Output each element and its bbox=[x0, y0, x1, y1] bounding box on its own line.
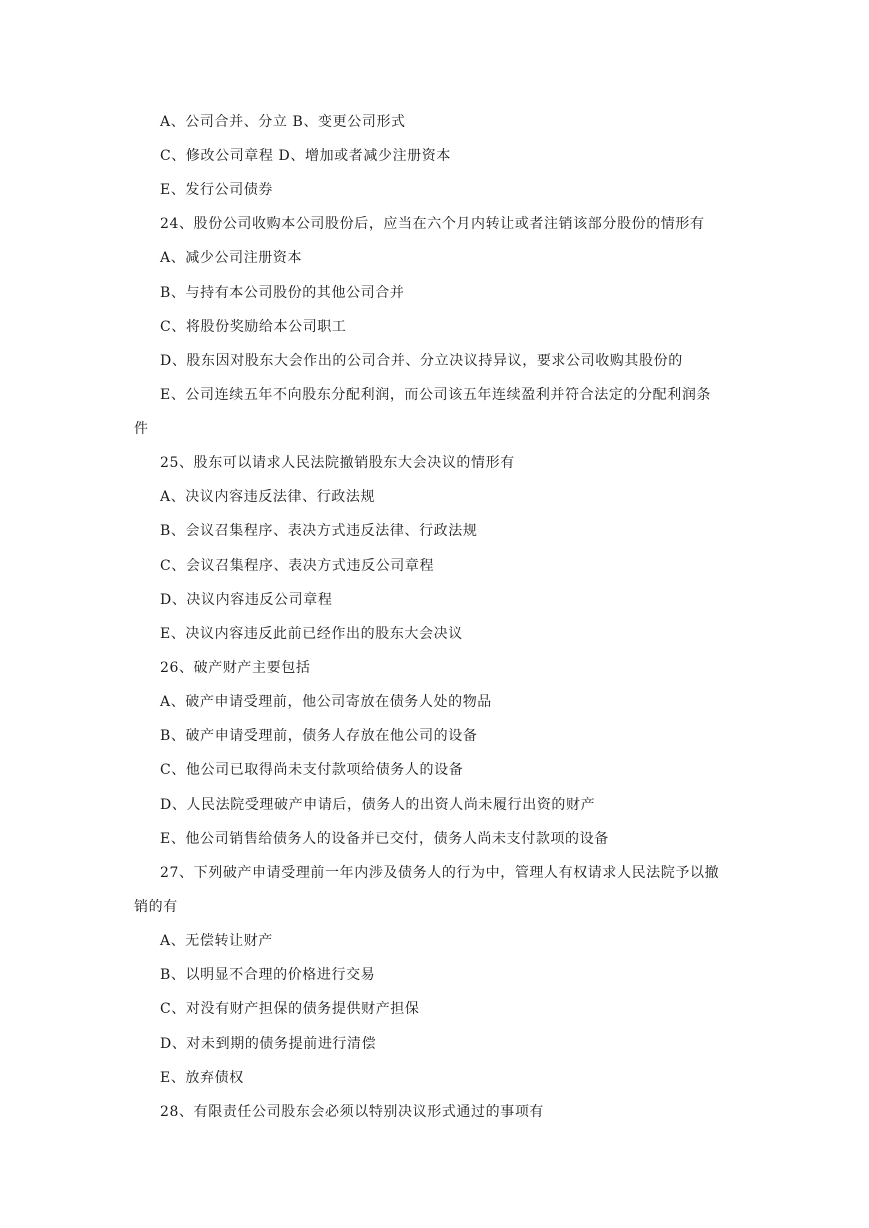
question-24: 24、股份公司收购本公司股份后，应当在六个月内转让或者注销该部分股份的情形有 bbox=[160, 216, 705, 232]
option-e-24: E、公司连续五年不向股东分配利润，而公司该五年连续盈利并符合法定的分配利润条 bbox=[160, 387, 712, 403]
option-b-25: B、会议召集程序、表决方式违反法律、行政法规 bbox=[160, 523, 478, 539]
option-d-24: D、股东因对股东大会作出的公司合并、分立决议持异议，要求公司收购其股份的 bbox=[160, 353, 683, 369]
option-a-26: A、破产申请受理前，他公司寄放在债务人处的物品 bbox=[160, 694, 492, 710]
option-c-26: C、他公司已取得尚未支付款项给债务人的设备 bbox=[160, 762, 464, 778]
option-e-23: E、发行公司债券 bbox=[160, 182, 274, 198]
option-b-24: B、与持有本公司股份的其他公司合并 bbox=[160, 285, 405, 301]
option-c-24: C、将股份奖励给本公司职工 bbox=[160, 319, 347, 335]
option-c-27: C、对没有财产担保的债务提供财产担保 bbox=[160, 1001, 420, 1017]
option-a-27: A、无偿转让财产 bbox=[160, 933, 273, 949]
question-27: 27、下列破产申请受理前一年内涉及债务人的行为中，管理人有权请求人民法院予以撤 bbox=[160, 865, 720, 881]
question-25: 25、股东可以请求人民法院撤销股东大会决议的情形有 bbox=[160, 455, 515, 471]
option-c-25: C、会议召集程序、表决方式违反公司章程 bbox=[160, 558, 435, 574]
option-e-26: E、他公司销售给债务人的设备并已交付，债务人尚未支付款项的设备 bbox=[160, 831, 609, 847]
option-c-23: C、修改公司章程 D、增加或者减少注册资本 bbox=[160, 148, 451, 164]
option-e-27: E、放弃债权 bbox=[160, 1070, 244, 1086]
option-a-25: A、决议内容违反法律、行政法规 bbox=[160, 489, 376, 505]
question-27-continued: 销的有 bbox=[134, 899, 178, 915]
option-a-24: A、减少公司注册资本 bbox=[160, 250, 303, 266]
option-e-25: E、决议内容违反此前已经作出的股东大会决议 bbox=[160, 626, 463, 642]
option-b-26: B、破产申请受理前，债务人存放在他公司的设备 bbox=[160, 728, 478, 744]
option-a-23: A、公司合并、分立 B、变更公司形式 bbox=[160, 114, 406, 130]
option-e-24-continued: 件 bbox=[134, 421, 149, 437]
question-26: 26、破产财产主要包括 bbox=[160, 660, 311, 676]
option-d-25: D、决议内容违反公司章程 bbox=[160, 592, 333, 608]
question-28: 28、有限责任公司股东会必须以特别决议形式通过的事项有 bbox=[160, 1104, 545, 1120]
option-d-26: D、人民法院受理破产申请后，债务人的出资人尚未履行出资的财产 bbox=[160, 797, 596, 813]
option-b-27: B、以明显不合理的价格进行交易 bbox=[160, 967, 376, 983]
option-d-27: D、对未到期的债务提前进行清偿 bbox=[160, 1036, 377, 1052]
